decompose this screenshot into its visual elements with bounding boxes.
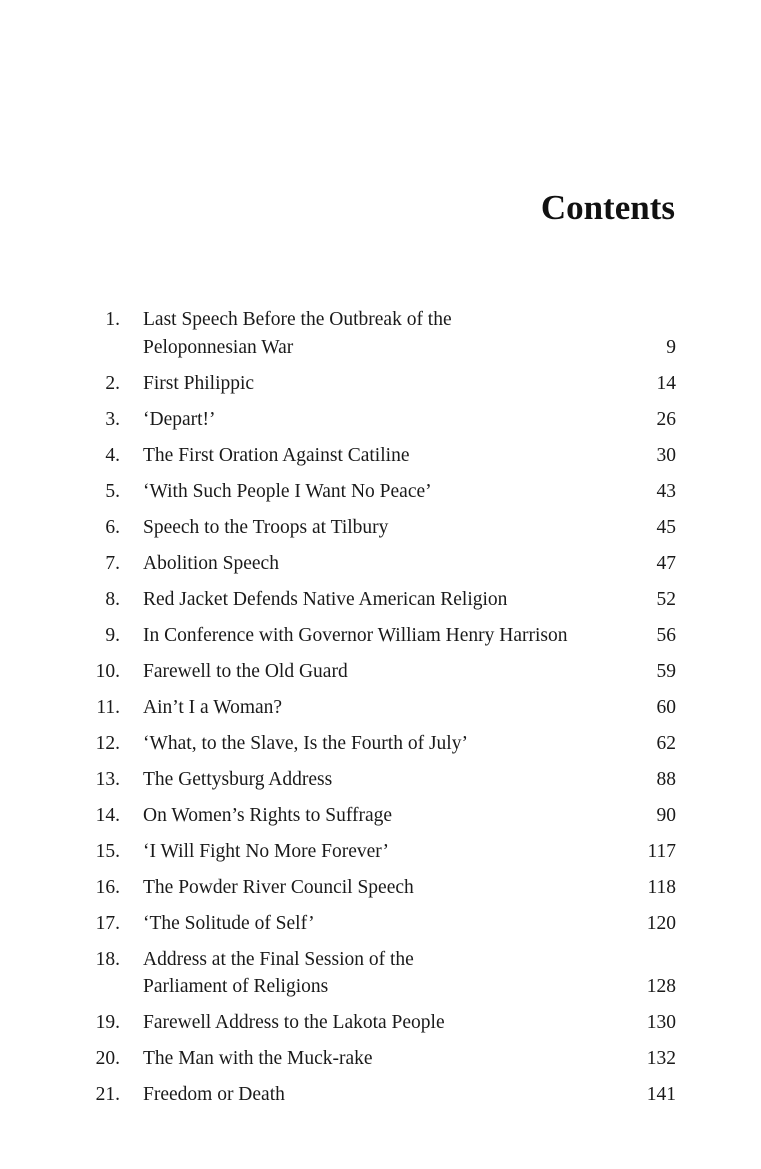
toc-entry-number: 10.	[95, 660, 120, 682]
toc-entry-title	[143, 946, 623, 1001]
toc-entry-title	[143, 550, 623, 578]
toc-entry-title-line: Farewell to the Old Guard	[143, 660, 348, 682]
toc-entry-number: 19.	[95, 1012, 120, 1033]
toc-entry-title	[143, 406, 623, 434]
page-title: Contents	[540, 188, 675, 227]
toc-entry	[0, 874, 761, 902]
toc-entry-title	[143, 442, 623, 470]
toc-entry-title	[143, 694, 623, 722]
toc-entry-page-number: 141	[646, 1084, 676, 1105]
toc-entry	[0, 694, 761, 722]
toc-entry-title	[143, 514, 623, 542]
toc-entry-title-line: ‘With Such People I Want No Peace’	[143, 480, 432, 502]
toc-entry	[0, 658, 761, 686]
toc-entry-title	[143, 306, 623, 361]
toc-entry-title-line: Ain’t I a Woman?	[143, 696, 283, 718]
toc-entry	[0, 838, 761, 866]
toc-entry-title	[143, 478, 623, 506]
toc-entry-number: 13.	[95, 768, 120, 790]
toc-entry-title-line: ‘The Solitude of Self’	[143, 912, 315, 934]
toc-entry-page-number: 132	[646, 1048, 676, 1069]
toc-entry-title-line: First Philippic	[143, 372, 255, 394]
toc-entry-title-line: On Women’s Rights to Suffrage	[143, 804, 393, 826]
toc-entry-number: 4.	[105, 444, 120, 466]
toc-entry	[0, 946, 761, 1001]
toc-entry-title-line: Abolition Speech	[143, 552, 279, 574]
toc-entry-number: 16.	[95, 876, 120, 898]
toc-entry-title	[143, 370, 623, 398]
toc-entry-number: 20.	[95, 1048, 120, 1069]
toc-entry-number: 3.	[105, 408, 120, 430]
toc-entry-page-number: 45	[656, 516, 676, 538]
toc-entry-number: 21.	[95, 1084, 120, 1105]
toc-entry-title-line: ‘I Will Fight No More Forever’	[143, 840, 389, 862]
toc-entry-title	[143, 658, 623, 686]
toc-entry	[0, 1009, 761, 1037]
toc-entry-title	[143, 730, 623, 758]
toc-entry-number: 14.	[95, 804, 120, 826]
toc-entry-number: 18.	[95, 948, 120, 970]
toc-entry-title-line: The Gettysburg Address	[143, 768, 333, 790]
toc-entry-page-number: 9	[666, 336, 676, 358]
toc-entry-title-line: In Conference with Governor William Henry Harrison	[143, 624, 568, 646]
toc-entry-page-number: 118	[647, 876, 676, 898]
toc-entry-page-number: 88	[656, 768, 676, 790]
toc-entry-title	[143, 838, 623, 866]
toc-entry	[0, 406, 761, 434]
toc-entry-title	[143, 1081, 623, 1109]
toc-entry	[0, 910, 761, 938]
toc-entry	[0, 1081, 761, 1109]
toc-entry-number: 17.	[95, 912, 120, 934]
toc-entry-page-number: 90	[656, 804, 676, 826]
toc-entry-title-line: Red Jacket Defends Native American Religion	[143, 588, 508, 610]
toc-entry-page-number: 26	[656, 408, 676, 430]
toc-entry-title-line: Address at the Final Session of the	[143, 948, 414, 970]
toc-entry-title	[143, 802, 623, 830]
toc-entry-title-line: The Man with the Muck-rake	[143, 1048, 373, 1069]
toc-entry-title	[143, 622, 623, 650]
toc-entry-number: 9.	[105, 624, 120, 646]
toc-entry-page-number: 59	[656, 660, 676, 682]
toc-entry-number: 1.	[105, 309, 120, 330]
toc-entry-title-line: The First Oration Against Catiline	[143, 444, 410, 466]
toc-entry-title-line: ‘Depart!’	[143, 408, 216, 430]
toc-entry	[0, 442, 761, 470]
toc-entry-page-number: 120	[646, 912, 676, 934]
toc-entry	[0, 586, 761, 614]
toc-entry-page-number: 30	[656, 444, 676, 466]
toc-entry	[0, 306, 761, 361]
toc-entry-page-number: 56	[656, 624, 676, 646]
toc-entry-title-line: Farewell Address to the Lakota People	[143, 1012, 445, 1033]
toc-entry-title-line: Parliament of Religions	[143, 976, 329, 997]
toc-entry-title	[143, 874, 623, 902]
toc-entry	[0, 370, 761, 398]
toc-entry-title	[143, 1009, 623, 1037]
toc-entry-number: 15.	[95, 840, 120, 862]
toc-entry	[0, 622, 761, 650]
toc-entry-number: 2.	[105, 372, 120, 394]
toc-entry-title-line: ‘What, to the Slave, Is the Fourth of July’	[143, 732, 468, 754]
toc-entry	[0, 514, 761, 542]
toc-entry-title-line: Last Speech Before the Outbreak of the	[143, 309, 452, 330]
toc-entry-number: 8.	[105, 588, 120, 610]
toc-entry-title	[143, 910, 623, 938]
toc-entry-title-line: The Powder River Council Speech	[143, 876, 414, 898]
toc-entry-number: 11.	[96, 696, 120, 718]
toc-entry-number: 6.	[105, 516, 120, 538]
toc-entry-title	[143, 586, 623, 614]
toc-entry	[0, 1045, 761, 1073]
toc-entry	[0, 766, 761, 794]
toc-entry-page-number: 47	[656, 552, 676, 574]
toc-entry-number: 7.	[105, 552, 120, 574]
toc-entry-page-number: 14	[656, 372, 676, 394]
toc-entry	[0, 730, 761, 758]
toc-entry-page-number: 52	[656, 588, 676, 610]
toc-entry-title	[143, 1045, 623, 1073]
toc-entry	[0, 802, 761, 830]
toc-entry-number: 5.	[105, 480, 120, 502]
toc-entry-page-number: 62	[656, 732, 676, 754]
toc-entry-number: 12.	[95, 732, 120, 754]
toc-entry-page-number: 130	[646, 1012, 676, 1033]
toc-entry-title-line: Speech to the Troops at Tilbury	[143, 516, 389, 538]
toc-entry-page-number: 117	[647, 840, 676, 862]
toc-entry-title-line: Peloponnesian War	[143, 336, 294, 358]
toc-entry	[0, 550, 761, 578]
toc-entry-page-number: 60	[656, 696, 676, 718]
toc-entry-title	[143, 766, 623, 794]
toc-entry-title-line: Freedom or Death	[143, 1084, 285, 1105]
toc-entry-page-number: 128	[646, 976, 676, 997]
toc-entry	[0, 478, 761, 506]
toc-entry-page-number: 43	[656, 480, 676, 502]
